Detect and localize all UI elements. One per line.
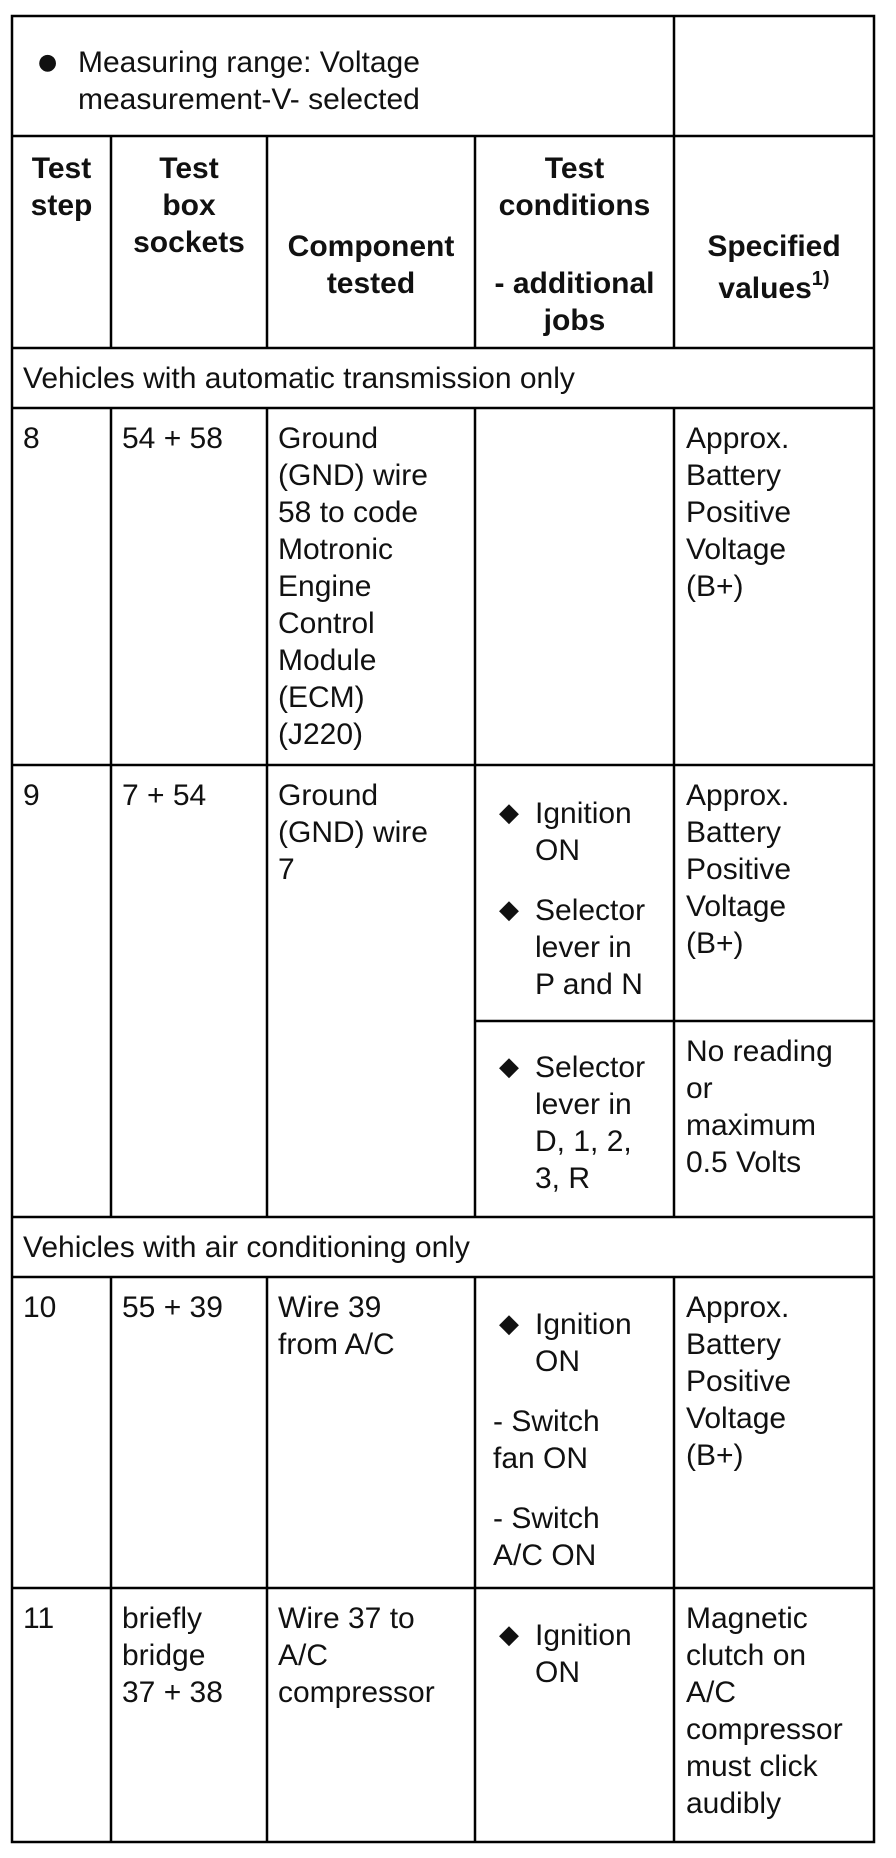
row9-condition-line: Ignition [535,797,632,830]
row9-component-line: 7 [278,853,295,886]
row8-component-line: Motronic [278,533,394,566]
row9-condition-line: Selector [535,894,646,927]
row11-component-line: compressor [278,1676,435,1709]
row9-component-line: Ground [278,779,379,812]
row10-condition-line: - Switch [493,1405,600,1438]
row9-condition-line: Selector [535,1051,646,1084]
row9-sockets: 7 + 54 [122,779,207,812]
row11-value-line: audibly [686,1787,782,1820]
row9-component-line: (GND) wire [278,816,428,849]
header-values-1: Specified [707,230,841,263]
row9-condition-line: lever in [535,1088,632,1121]
row11-value-line: compressor [686,1713,843,1746]
header-component-1: Component [287,230,455,263]
diamond-bullet-icon: ◆ [499,895,519,925]
row11-sockets-line: briefly [122,1602,203,1635]
diamond-bullet-icon: ◆ [499,1052,519,1082]
row10-value-line: Approx. [686,1291,790,1324]
row8-value-line: Approx. [686,422,790,455]
row8-component-line: (ECM) [278,681,365,714]
header-component-2: tested [326,267,416,300]
row8-value-line: Positive [686,496,792,529]
row10-value-line: Positive [686,1365,792,1398]
row9-condition-line: 3, R [535,1162,591,1195]
intro-text-line1: Measuring range: Voltage [78,46,420,79]
row10-value-line: Battery [686,1328,782,1361]
row8-component-line: Control [278,607,375,640]
row11-step: 11 [23,1602,55,1635]
row8-component-line: Engine [278,570,372,603]
row8-value-line: Voltage [686,533,787,566]
header-conditions-4: jobs [543,304,606,337]
row11-component-line: A/C [278,1639,329,1672]
row10-component-line: from A/C [278,1328,395,1361]
diamond-bullet-icon: ◆ [499,1620,519,1650]
row9-condition-line: lever in [535,931,632,964]
row11-sockets-line: bridge [122,1639,206,1672]
row9-condition-line: D, 1, 2, [535,1125,632,1158]
row9-value-line: Voltage [686,890,787,923]
row9-value-line: Battery [686,816,782,849]
section-automatic: Vehicles with automatic transmission only [23,362,575,395]
row8-value-line: (B+) [686,570,744,603]
intro-text-line2: measurement-V- selected [78,83,420,116]
row10-condition-line: A/C ON [493,1539,597,1572]
header-conditions-3: - additional [494,267,655,300]
row9-value-line: (B+) [686,927,744,960]
row9-value-line: No reading [686,1035,833,1068]
row9-value-line: or [686,1072,713,1105]
row11-sockets-line: 37 + 38 [122,1676,223,1709]
header-conditions-2: conditions [498,189,651,222]
header-sockets-3: sockets [133,226,245,259]
row9-condition-line: ON [535,834,580,867]
row10-condition-line: - Switch [493,1502,600,1535]
row8-value-line: Battery [686,459,782,492]
header-test-step-1: Test [31,152,92,185]
row10-condition-line: Ignition [535,1308,632,1341]
row8-sockets: 54 + 58 [122,422,223,455]
row8-component-line: (J220) [278,718,364,751]
bullet-icon: ● [38,50,58,75]
row10-value-line: (B+) [686,1439,744,1472]
row9-value-line: Approx. [686,779,790,812]
row11-value-line: clutch on [686,1639,807,1672]
row10-component-line: Wire 39 [278,1291,382,1324]
header-values-2: values$^{1)}$ [718,268,830,305]
row11-value-line: must click [686,1750,818,1783]
row9-condition-line: P and N [535,968,643,1001]
header-sockets-2: box [162,189,216,222]
row8-step: 8 [23,422,40,455]
row10-sockets: 55 + 39 [122,1291,223,1324]
row11-condition-line: ON [535,1656,580,1689]
row9-value-line: maximum [686,1109,817,1142]
header-test-step-2: step [30,189,93,222]
diamond-bullet-icon: ◆ [499,1309,519,1339]
header-conditions-1: Test [544,152,605,185]
row8-component-line: (GND) wire [278,459,428,492]
row9-value-line: 0.5 Volts [686,1146,802,1179]
row11-component-line: Wire 37 to [278,1602,415,1635]
footnote-marker: 1) [811,268,830,290]
row8-component-line: 58 to code [278,496,419,529]
row10-condition-line: ON [535,1345,580,1378]
row11-condition-line: Ignition [535,1619,632,1652]
section-air-conditioning: Vehicles with air conditioning only [23,1231,470,1264]
row8-component-line: Module [278,644,377,677]
row10-condition-line: fan ON [493,1442,589,1475]
row11-value-line: Magnetic [686,1602,808,1635]
row9-step: 9 [23,779,40,812]
diamond-bullet-icon: ◆ [499,798,519,828]
row9-value-line: Positive [686,853,792,886]
row10-value-line: Voltage [686,1402,787,1435]
row8-component-line: Ground [278,422,379,455]
row11-value-line: A/C [686,1676,737,1709]
header-sockets-1: Test [159,152,219,185]
row10-step: 10 [23,1291,57,1324]
